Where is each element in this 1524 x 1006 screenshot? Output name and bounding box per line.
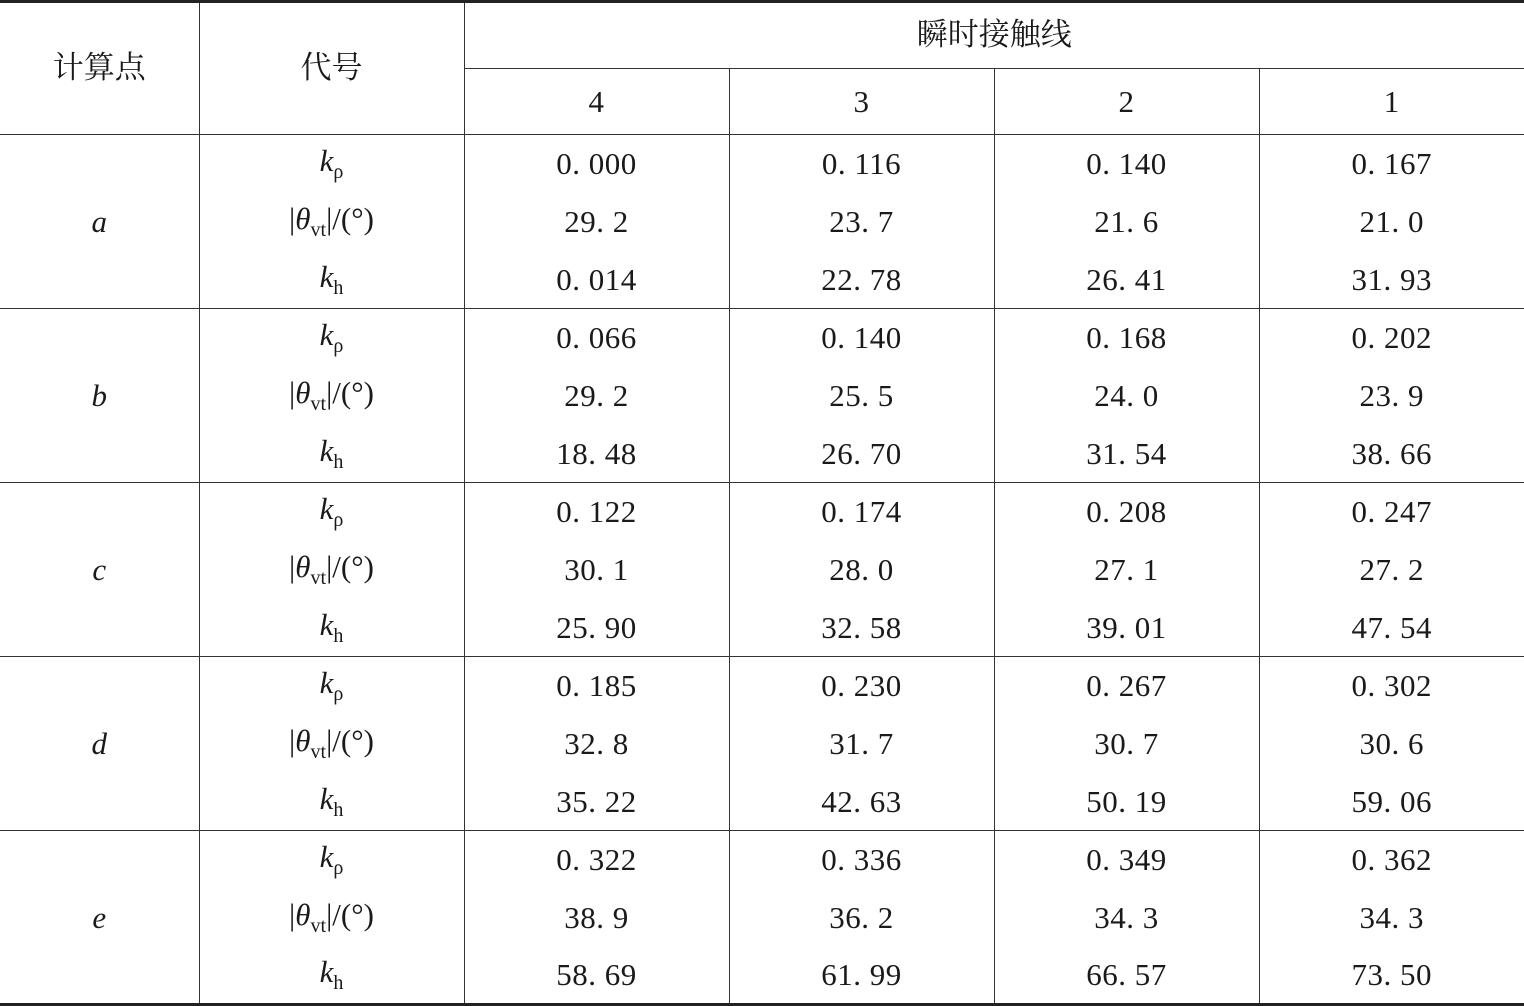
header-code: 代号 bbox=[199, 2, 464, 135]
table-row bbox=[0, 947, 1524, 1005]
value-cell: 30. 7 bbox=[994, 715, 1259, 773]
header-col-3: 3 bbox=[729, 69, 994, 135]
symbol-subscript: h bbox=[333, 450, 344, 473]
value-cell: 0. 167 bbox=[1351, 146, 1432, 182]
value-cell: 34. 3 bbox=[1359, 900, 1424, 935]
value-cell: 23. 9 bbox=[1359, 378, 1424, 413]
value-cell: 34. 3 bbox=[994, 889, 1259, 947]
symbol-cell bbox=[199, 251, 464, 309]
value-cell: 0. 302 bbox=[1351, 668, 1432, 704]
symbol-subscript: ρ bbox=[333, 509, 344, 532]
symbol-cell bbox=[199, 309, 464, 367]
symbol-base: k bbox=[319, 317, 334, 353]
table-row bbox=[0, 889, 1524, 947]
symbol-cell bbox=[199, 773, 464, 831]
symbol-cell bbox=[199, 947, 464, 1005]
symbol-subscript: ρ bbox=[333, 857, 344, 880]
symbol-base: k bbox=[319, 780, 334, 816]
value-cell: 18. 48 bbox=[464, 425, 729, 483]
value-cell: 47. 54 bbox=[1259, 599, 1524, 657]
symbol-base: k bbox=[319, 143, 334, 179]
value-cell: 59. 06 bbox=[1259, 773, 1524, 831]
value-cell: 38. 66 bbox=[1259, 425, 1524, 483]
symbol-suffix: |/(°) bbox=[326, 201, 374, 236]
value-cell: 61. 99 bbox=[729, 947, 994, 1005]
symbol-base: k bbox=[319, 839, 334, 875]
symbol-cell bbox=[199, 715, 464, 773]
value-cell: 24. 0 bbox=[994, 367, 1259, 425]
symbol-base: θ bbox=[295, 897, 311, 932]
value-cell: 0. 122 bbox=[464, 483, 729, 541]
value-cell: 32. 58 bbox=[729, 599, 994, 657]
symbol-prefix: | bbox=[289, 201, 296, 236]
symbol-base: k bbox=[319, 606, 334, 642]
calc-point-label: a bbox=[0, 135, 199, 309]
value-cell: 50. 19 bbox=[994, 773, 1259, 831]
value-cell: 0. 174 bbox=[729, 483, 994, 541]
value-cell: 21. 0 bbox=[1359, 204, 1424, 239]
table-row bbox=[0, 251, 1524, 309]
value-cell: 23. 7 bbox=[729, 193, 994, 251]
symbol-prefix: | bbox=[289, 897, 296, 932]
value-cell: 0. 140 bbox=[994, 135, 1259, 193]
symbol-subscript: h bbox=[333, 972, 344, 995]
value-cell: 0. 202 bbox=[1351, 320, 1432, 356]
table-row bbox=[0, 541, 1524, 599]
header-col-2: 2 bbox=[994, 69, 1259, 135]
symbol-subscript: h bbox=[333, 798, 344, 821]
table-row bbox=[0, 715, 1524, 773]
value-cell: 0. 247 bbox=[1351, 494, 1432, 530]
value-cell: 0. 185 bbox=[464, 657, 729, 715]
value-cell: 32. 8 bbox=[464, 715, 729, 773]
calc-point-label: e bbox=[0, 831, 199, 1005]
value-cell: 0. 066 bbox=[464, 309, 729, 367]
table-row bbox=[0, 483, 1524, 541]
symbol-suffix: |/(°) bbox=[326, 549, 374, 584]
symbol-cell bbox=[199, 425, 464, 483]
symbol-suffix: |/(°) bbox=[326, 375, 374, 410]
symbol-base: k bbox=[319, 491, 334, 527]
symbol-base: k bbox=[319, 432, 334, 468]
symbol-subscript: h bbox=[333, 624, 344, 647]
value-cell: 27. 2 bbox=[1359, 552, 1424, 587]
symbol-base: θ bbox=[295, 549, 311, 584]
value-cell: 31. 93 bbox=[1259, 251, 1524, 309]
value-cell: 35. 22 bbox=[464, 773, 729, 831]
symbol-base: k bbox=[319, 954, 334, 990]
value-cell: 42. 63 bbox=[729, 773, 994, 831]
value-cell: 22. 78 bbox=[729, 251, 994, 309]
header-col-4: 4 bbox=[464, 69, 729, 135]
symbol-cell bbox=[199, 599, 464, 657]
calc-point-label: b bbox=[0, 309, 199, 483]
symbol-cell bbox=[199, 831, 464, 889]
value-cell: 0. 140 bbox=[729, 309, 994, 367]
symbol-base: θ bbox=[295, 201, 311, 236]
calc-point-label: d bbox=[0, 657, 199, 831]
symbol-prefix: | bbox=[289, 723, 296, 758]
symbol-cell bbox=[199, 193, 464, 251]
value-cell: 0. 208 bbox=[994, 483, 1259, 541]
table-row bbox=[0, 831, 1524, 889]
symbol-cell bbox=[199, 541, 464, 599]
value-cell: 73. 50 bbox=[1259, 947, 1524, 1005]
value-cell: 39. 01 bbox=[994, 599, 1259, 657]
table-row bbox=[0, 135, 1524, 193]
value-cell: 0. 362 bbox=[1351, 842, 1432, 878]
table-row bbox=[0, 657, 1524, 715]
symbol-suffix: |/(°) bbox=[326, 897, 374, 932]
table-row bbox=[0, 425, 1524, 483]
symbol-base: θ bbox=[295, 375, 311, 410]
table-row bbox=[0, 773, 1524, 831]
symbol-cell bbox=[199, 367, 464, 425]
header-col-1: 1 bbox=[1259, 69, 1524, 135]
calc-point-label: c bbox=[0, 483, 199, 657]
header-contact-lines: 瞬时接触线 bbox=[464, 2, 1524, 69]
symbol-prefix: | bbox=[289, 375, 296, 410]
table-row bbox=[0, 193, 1524, 251]
value-cell: 0. 230 bbox=[729, 657, 994, 715]
table-row bbox=[0, 309, 1524, 367]
value-cell: 27. 1 bbox=[994, 541, 1259, 599]
value-cell: 0. 116 bbox=[729, 135, 994, 193]
symbol-subscript: ρ bbox=[333, 161, 344, 184]
symbol-subscript: ρ bbox=[333, 683, 344, 706]
symbol-subscript: vt bbox=[310, 393, 327, 415]
value-cell: 25. 90 bbox=[464, 599, 729, 657]
value-cell: 31. 7 bbox=[729, 715, 994, 773]
value-cell: 0. 349 bbox=[994, 831, 1259, 889]
value-cell: 31. 54 bbox=[994, 425, 1259, 483]
symbol-subscript: vt bbox=[310, 915, 327, 937]
value-cell: 25. 5 bbox=[729, 367, 994, 425]
value-cell: 0. 336 bbox=[729, 831, 994, 889]
symbol-subscript: ρ bbox=[333, 335, 344, 358]
value-cell: 30. 6 bbox=[1359, 726, 1424, 761]
value-cell: 38. 9 bbox=[464, 889, 729, 947]
symbol-subscript: vt bbox=[310, 567, 327, 589]
value-cell: 21. 6 bbox=[994, 193, 1259, 251]
value-cell: 28. 0 bbox=[729, 541, 994, 599]
symbol-cell bbox=[199, 657, 464, 715]
value-cell: 0. 322 bbox=[464, 831, 729, 889]
value-cell: 29. 2 bbox=[464, 193, 729, 251]
value-cell: 0. 000 bbox=[464, 135, 729, 193]
value-cell: 26. 41 bbox=[994, 251, 1259, 309]
table-row bbox=[0, 599, 1524, 657]
header-point: 计算点 bbox=[0, 2, 199, 135]
value-cell: 0. 014 bbox=[464, 251, 729, 309]
value-cell: 0. 267 bbox=[994, 657, 1259, 715]
symbol-base: θ bbox=[295, 723, 311, 758]
symbol-cell bbox=[199, 889, 464, 947]
value-cell: 58. 69 bbox=[464, 947, 729, 1005]
symbol-base: k bbox=[319, 665, 334, 701]
value-cell: 36. 2 bbox=[729, 889, 994, 947]
symbol-subscript: vt bbox=[310, 219, 327, 241]
symbol-base: k bbox=[319, 258, 334, 294]
symbol-subscript: vt bbox=[310, 741, 327, 763]
symbol-cell bbox=[199, 483, 464, 541]
value-cell: 66. 57 bbox=[994, 947, 1259, 1005]
value-cell: 0. 168 bbox=[994, 309, 1259, 367]
value-cell: 26. 70 bbox=[729, 425, 994, 483]
symbol-prefix: | bbox=[289, 549, 296, 584]
value-cell: 29. 2 bbox=[464, 367, 729, 425]
symbol-suffix: |/(°) bbox=[326, 723, 374, 758]
symbol-cell bbox=[199, 135, 464, 193]
value-cell: 30. 1 bbox=[464, 541, 729, 599]
table-row bbox=[0, 367, 1524, 425]
symbol-subscript: h bbox=[333, 276, 344, 299]
